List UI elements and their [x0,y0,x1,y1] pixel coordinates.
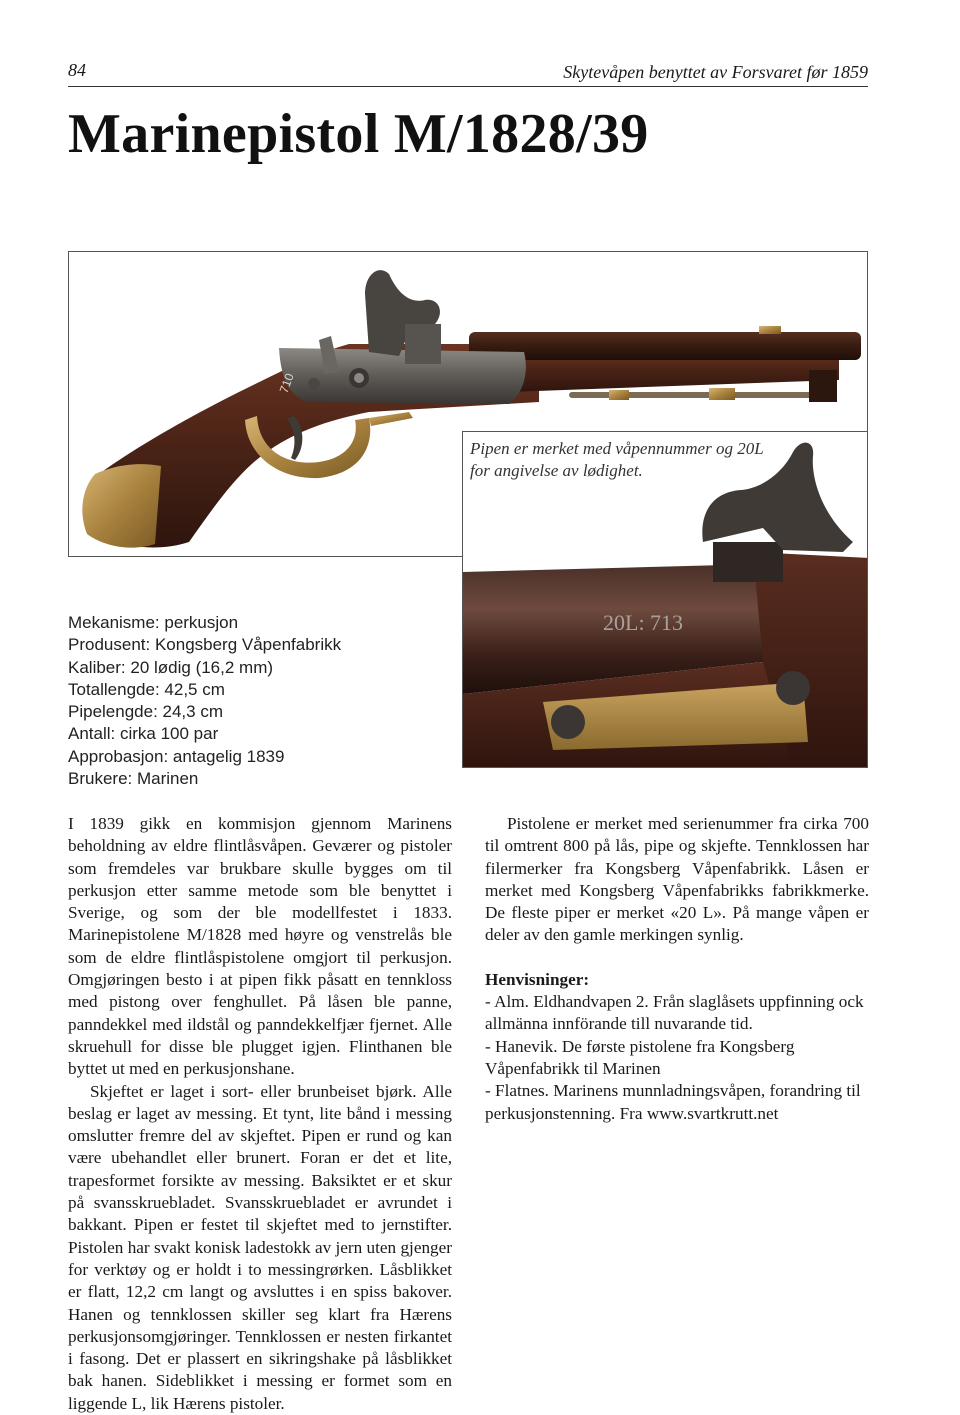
reference-item: - Flatnes. Marinens munnladningsvåpen, forandring til perkusjonstenning. Fra www.svartkrutt.net [485,1081,861,1123]
main-marking: 710 [276,371,297,396]
spec-item: Antall: cirka 100 par [68,724,219,744]
barrel-marking-closeup-photo [462,431,868,768]
references-list [485,991,869,1125]
spec-list [68,612,341,790]
barrel-marking-text: 20L: 713 [603,610,684,635]
running-title: Skytevåpen benyttet av Forsvaret før 1859 [563,62,868,82]
body-paragraph: Pistolene er merket med serienummer fra cirka 700 til omtrent 800 på lås, pipe og skjefte. Tennklossen har filermerker fra Kongsberg Våpenfabrikk. Låsen er merket med Kongsberg Våpenfabrikks fabrikkmerke. De fleste piper er merket «20 L». På mange våpen er deler av den gamle merkingen synlig. [485,814,869,945]
spec-item: Produsent: Kongsberg Våpenfabrikk [68,635,342,655]
right-column [485,813,869,1125]
photo-caption: Pipen er merket med våpennummer og 20L for angivelse av lødighet. [470,439,764,480]
reference-item: - Hanevik. De første pistolene fra Kongsberg Våpenfabrikk til Marinen [485,1036,795,1078]
references-heading: Henvisninger: [485,969,590,989]
spec-item: Mekanisme: perkusjon [68,613,239,632]
spec-item: Totallengde: 42,5 cm [68,679,225,699]
spec-item: Approbasjon: antagelig 1839 [68,746,285,766]
page-number: 84 [68,60,86,80]
spec-item: Kaliber: 20 lødig (16,2 mm) [68,657,274,677]
barrel-closeup-illustration [463,432,868,768]
body-paragraph-continued: Skjeftet er laget i sort- eller brunbeiset bjørk. Alle beslag er laget av messing. Et tynt, lite bånd i messing omslutter fremre del av skjeftet. Pipen er rund og kan være ubehandlet eller brunert. Foran er det et lite, trapesformet forsikte av messing. Baksiktet er et skur på svansskruebladet. Svansskruebladet er avrundet i bakkant. Pipen er festet til skjeftet med to jernstifter. Pistolen har svakt konisk ladestokk av jern uten gjenger for verktøy og er holdt i to messingrørken. Låsblikket er flatt, 12,2 cm langt og avsluttes i en spiss bakover. Hanen og tennklossen skiller seg klart fra Hærens perkusjonsomgjøringer. Tennklossen er nesten firkantet i fasong. Det er plassert en sikringshake på låsblikket bak hanen. Sideblikket i messing er formet som en liggende L, lik Hærens pistoler. [68,1081,452,1413]
left-column [68,813,452,1415]
body-paragraph: I 1839 gikk en kommisjon gjennom Marinens beholdning av eldre flintlåsvåpen. Geværer og pistoler som fremdeles var brukbare skulle bygges om til perkusjon etter samme metode som ble benyttet i Sverige, og som der ble modellfestet i 1833. Marinepistolene M/1828 med høyre og venstrelås ble som de eldre flintlåspistolene omgjort til perkusjon. Omgjøringen besto i at pipen fikk påsatt en tennkloss med pistong over fenghullet. På låsen ble panne, panndekkel med ildstål og panndekkelfjær fjernet. Alle skruehull for disse ble plugget igjen. Flinthanen ble byttet ut med en perkusjonshane. [68,814,452,1079]
page-title: Marinepistol M/1828/39 [68,103,649,165]
reference-item: - Alm. Eldhandvapen 2. Från slaglåsets uppfinning ock allmänna innförande till nuvarande tid. [485,992,864,1034]
spec-item: Pipelengde: 24,3 cm [68,702,223,722]
running-header [68,58,868,87]
spec-item: Brukere: Marinen [68,769,199,789]
